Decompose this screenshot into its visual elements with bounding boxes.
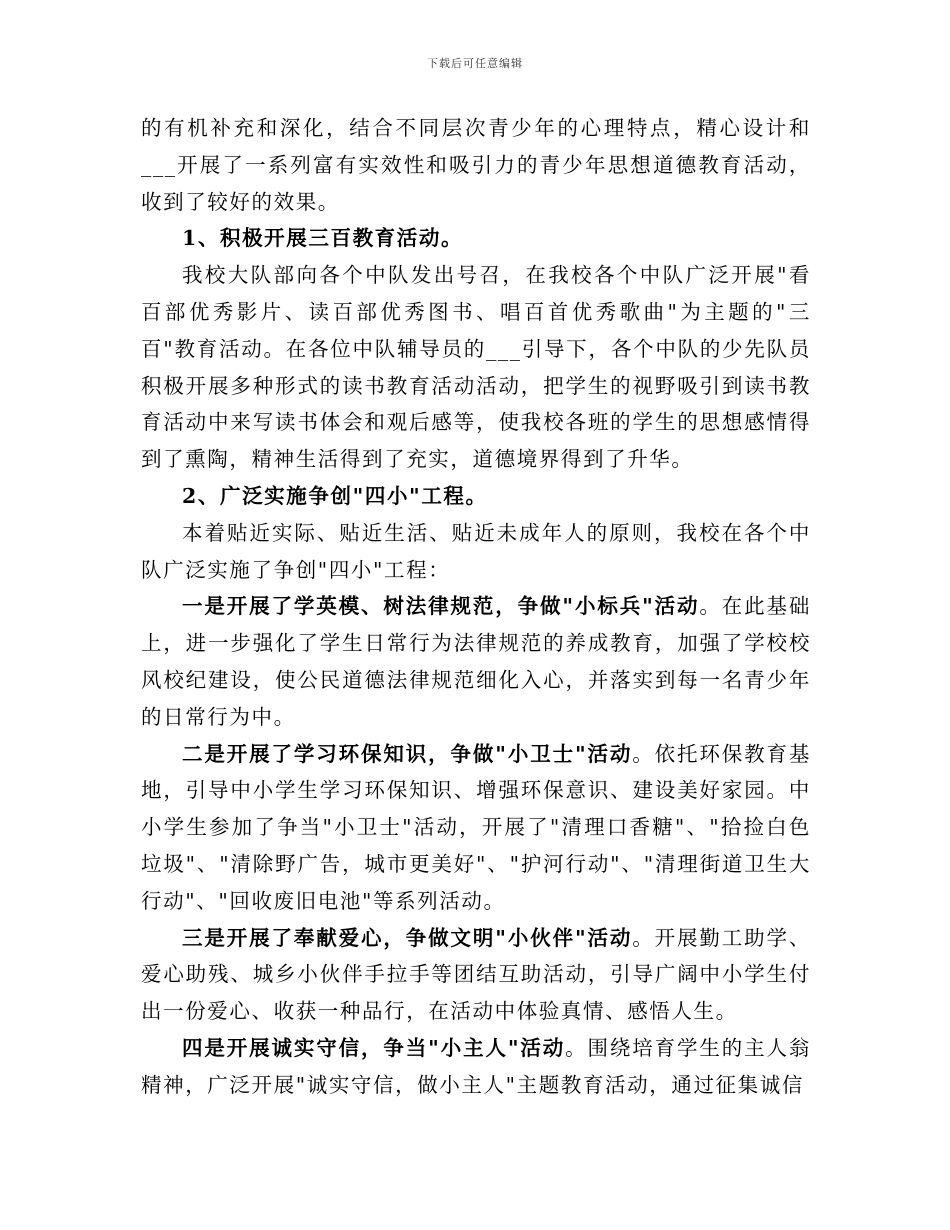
section-heading-1 <box>141 220 811 257</box>
paragraph-text: 。在此基础上，进一步强化了学生日常行为法律规范的养成教育，加强了学校校风校纪建设，使公民道德法律规范细化入心，并落实到每一名青少年的日常行为中。 <box>141 594 811 729</box>
paragraph-text: 。围绕培育学生的主人翁精神，广泛开展"诚实守信，做小主人"主题教育活动，通过征集诚信 <box>141 1035 811 1097</box>
paragraph-lead: 三是开展了奉献爱心，争做文明"小伙伴"活动 <box>182 925 633 950</box>
paragraph-text: 我校大队部向各个中队发出号召，在我校各个中队广泛开展"看百部优秀影片、读百部优秀图书、唱百首优秀歌曲"为主题的"三百"教育活动。在各位中队辅导员的___引导下，各个中队的少先队员积极开展多种形式的读书教育活动活动，把学生的视野吸引到读书教育活动中来写读书体会和观后感等，使我校各班的学生的思想感情得到了熏陶，精神生活得到了充实，道德境界得到了升华。 <box>141 263 811 472</box>
paragraph-text: 。依托环保教育基地，引导中小学生学习环保知识、增强环保意识、建设美好家园。中小学生参加了争当"小卫士"活动，开展了"清理口香糖"、"拾捡白色垃圾"、"清除野广告，城市更美好"、"护河行动"、"清理街道卫生大行动"、"回收废旧电池"等系列活动。 <box>141 741 811 913</box>
paragraph-text: 。开展勤工助学、爱心助残、城乡小伙伴手拉手等团结互助活动，引导广阔中小学生付出一份爱心、收获一种品行，在活动中体验真情、感悟人生。 <box>141 925 811 1024</box>
paragraph-text: 的有机补充和深化，结合不同层次青少年的心理特点，精心设计和___开展了一系列富有实效性和吸引力的青少年思想道德教育活动，收到了较好的效果。 <box>141 116 811 214</box>
paragraph-lead: 二是开展了学习环保知识，争做"小卫士"活动 <box>182 741 633 766</box>
paragraph-item-2 <box>141 736 811 920</box>
section-heading-2 <box>141 478 811 515</box>
heading-text: 2、广泛实施争创"四小"工程。 <box>182 483 488 508</box>
paragraph-item-1 <box>141 588 811 735</box>
paragraph-text: 本着贴近实际、贴近生活、贴近未成年人的原则，我校在各个中队广泛实施了争创"四小"工程： <box>141 520 811 582</box>
document-body <box>141 110 811 1104</box>
paragraph-three-hundred <box>141 257 811 478</box>
paragraph-continuation <box>141 110 811 220</box>
paragraph-item-4 <box>141 1030 811 1104</box>
heading-text: 1、积极开展三百教育活动。 <box>182 226 464 251</box>
paragraph-lead: 一是开展了学英模、树法律规范，争做"小标兵"活动 <box>182 594 700 619</box>
paragraph-lead: 四是开展诚实守信，争当"小主人"活动 <box>182 1035 566 1060</box>
paragraph-four-small-intro <box>141 515 811 589</box>
paragraph-item-3 <box>141 920 811 1030</box>
page-header-note: 下载后可任意编辑 <box>427 57 523 70</box>
